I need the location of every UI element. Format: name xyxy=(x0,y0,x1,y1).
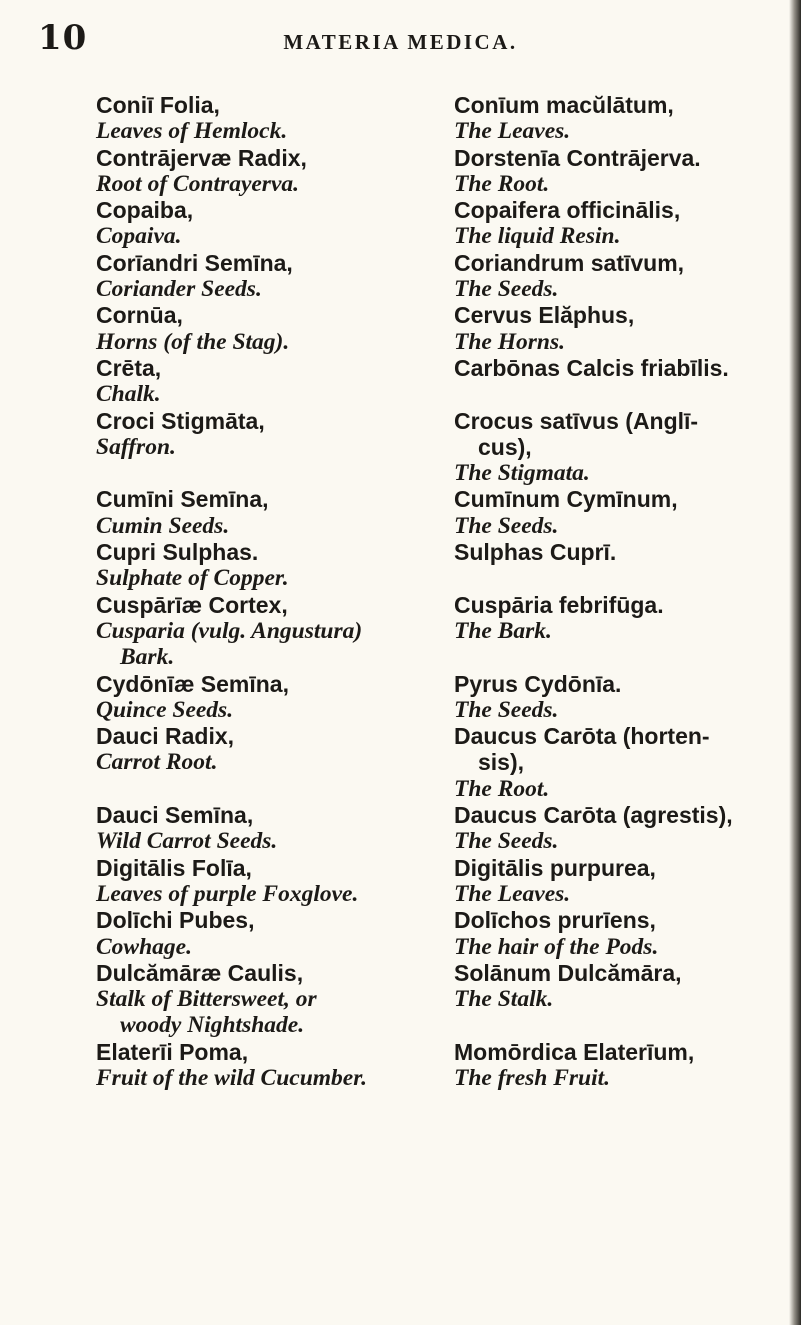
left-entry xyxy=(96,855,446,908)
latin-name-line: Daucus Carōta (agrestis), xyxy=(454,802,733,829)
page-number: 10 xyxy=(38,18,88,58)
left-entry xyxy=(96,1039,446,1092)
english-name-line: The fresh Fruit. xyxy=(454,1064,611,1091)
english-name-line: Sulphate of Copper. xyxy=(96,565,289,592)
left-column xyxy=(96,92,446,1091)
blank-line xyxy=(454,1012,799,1038)
english-name-line: Carrot Root. xyxy=(96,749,218,776)
right-entry xyxy=(454,855,799,908)
latin-name-line: Dauci Radix, xyxy=(96,723,235,750)
latin-name-line: Cydōnīæ Semīna, xyxy=(96,670,289,697)
latin-name-line: Cupri Sulphas. xyxy=(96,539,259,566)
latin-name-line: Cumīni Semīna, xyxy=(96,486,269,513)
english-name-line: The Seeds. xyxy=(454,512,559,539)
right-entry xyxy=(454,592,799,645)
latin-name-line: Dulcămāræ Caulis, xyxy=(96,959,304,986)
right-entry xyxy=(454,250,799,303)
english-name-line: Root of Contrayerva. xyxy=(96,170,300,197)
english-name-line: The hair of the Pods. xyxy=(454,933,659,960)
english-name-line: The Stalk. xyxy=(454,986,554,1013)
latin-name-line: Cumīnum Cymīnum, xyxy=(454,486,678,513)
right-entry xyxy=(454,197,799,250)
latin-name-line: Dolīchi Pubes, xyxy=(96,907,255,934)
right-entry xyxy=(454,92,799,145)
latin-name-line: Corīandri Semīna, xyxy=(96,249,293,276)
latin-name-line: Sulphas Cuprī. xyxy=(454,539,617,566)
latin-name-line: Copaifera officinālis, xyxy=(454,197,681,224)
right-entry xyxy=(454,355,799,381)
blank-line xyxy=(96,460,446,486)
english-name-line: Leaves of purple Foxglove. xyxy=(96,880,359,907)
english-name-line: The Seeds. xyxy=(454,276,559,303)
right-entry xyxy=(454,671,799,724)
right-column xyxy=(454,92,799,1091)
english-name-line: Horns (of the Stag). xyxy=(96,328,290,355)
latin-name-line: Digitālis purpurea, xyxy=(454,854,656,881)
english-name-line: Cumin Seeds. xyxy=(96,512,230,539)
english-name-line: The Stigmata. xyxy=(454,460,590,487)
blank-line xyxy=(96,776,446,802)
latin-name-line: Coriandrum satīvum, xyxy=(454,249,685,276)
latin-name-line: Croci Stigmāta, xyxy=(96,407,265,434)
latin-name-line: Dorstenīa Contrājerva. xyxy=(454,144,701,171)
right-entry xyxy=(454,408,799,487)
english-name-line: Bark. xyxy=(120,644,175,671)
english-name-line: Coriander Seeds. xyxy=(96,276,262,303)
left-entry xyxy=(96,250,446,303)
english-name-line: The Root. xyxy=(454,170,550,197)
english-name-line: The Leaves. xyxy=(454,118,571,145)
latin-name-line: Carbōnas Calcis friabīlis. xyxy=(454,354,729,381)
latin-name-line: Conīum macŭlātum, xyxy=(454,92,674,118)
left-entry xyxy=(96,671,446,724)
english-name-line: Cowhage. xyxy=(96,933,192,960)
latin-name-line: Coniī Folia, xyxy=(96,92,220,118)
left-entry xyxy=(96,197,446,250)
latin-name-line: Contrājervæ Radix, xyxy=(96,144,307,171)
right-entry xyxy=(454,145,799,198)
left-entry xyxy=(96,539,446,592)
right-entry xyxy=(454,802,799,855)
english-name-line: Stalk of Bittersweet, or xyxy=(96,986,317,1013)
left-entry xyxy=(96,486,446,539)
english-name-line: The liquid Resin. xyxy=(454,223,621,250)
english-name-line: Leaves of Hemlock. xyxy=(96,118,288,145)
left-entry xyxy=(96,802,446,855)
english-name-line: Fruit of the wild Cucumber. xyxy=(96,1064,367,1091)
latin-name-line: Digitālis Folīa, xyxy=(96,854,252,881)
blank-line xyxy=(454,565,799,591)
right-entry xyxy=(454,1039,799,1092)
latin-name-line: sis), xyxy=(478,749,525,776)
blank-line xyxy=(454,644,799,670)
left-entry xyxy=(96,592,446,671)
english-name-line: The Seeds. xyxy=(454,696,559,723)
english-name-line: Quince Seeds. xyxy=(96,696,234,723)
english-name-line: woody Nightshade. xyxy=(120,1012,305,1039)
latin-name-line: Crocus satīvus (Anglī- xyxy=(454,407,699,434)
latin-name-line: Cuspāria febrifūga. xyxy=(454,591,664,618)
blank-line xyxy=(454,381,799,407)
latin-name-line: Dauci Semīna, xyxy=(96,802,254,829)
latin-name-line: cus), xyxy=(478,433,532,460)
running-head: MATERIA MEDICA. xyxy=(283,30,518,54)
left-entry xyxy=(96,92,446,145)
english-name-line: Chalk. xyxy=(96,381,161,408)
english-name-line: The Seeds. xyxy=(454,828,559,855)
latin-name-line: Cornūa, xyxy=(96,302,183,329)
latin-name-line: Elaterīi Poma, xyxy=(96,1038,249,1065)
latin-name-line: Solānum Dulcămāra, xyxy=(454,959,682,986)
latin-name-line: Pyrus Cydōnīa. xyxy=(454,670,622,697)
right-entry xyxy=(454,486,799,539)
latin-name-line: Cervus Elăphus, xyxy=(454,302,635,329)
left-entry xyxy=(96,907,446,960)
latin-name-line: Crēta, xyxy=(96,354,162,381)
latin-name-line: Dolīchos prurīens, xyxy=(454,907,656,934)
page-edge-shadow xyxy=(789,0,801,1325)
english-name-line: Cusparia (vulg. Angustura) xyxy=(96,617,363,644)
right-entry xyxy=(454,302,799,355)
right-entry xyxy=(454,907,799,960)
latin-name-line: Momōrdica Elaterīum, xyxy=(454,1038,695,1065)
left-entry xyxy=(96,723,446,776)
english-name-line: The Leaves. xyxy=(454,880,571,907)
english-name-line: The Horns. xyxy=(454,328,565,355)
right-entry xyxy=(454,539,799,565)
english-name-line: The Root. xyxy=(454,775,550,802)
latin-name-line: Daucus Carōta (horten- xyxy=(454,723,710,750)
latin-name-line: Cuspārīæ Cortex, xyxy=(96,591,288,618)
right-entry xyxy=(454,723,799,802)
left-entry xyxy=(96,145,446,198)
right-entry xyxy=(454,960,799,1013)
left-entry xyxy=(96,355,446,408)
english-name-line: Wild Carrot Seeds. xyxy=(96,828,278,855)
english-name-line: The Bark. xyxy=(454,617,552,644)
english-name-line: Copaiva. xyxy=(96,223,182,250)
english-name-line: Saffron. xyxy=(96,433,176,460)
left-entry xyxy=(96,302,446,355)
left-entry xyxy=(96,408,446,461)
left-entry xyxy=(96,960,446,1039)
latin-name-line: Copaiba, xyxy=(96,197,194,224)
